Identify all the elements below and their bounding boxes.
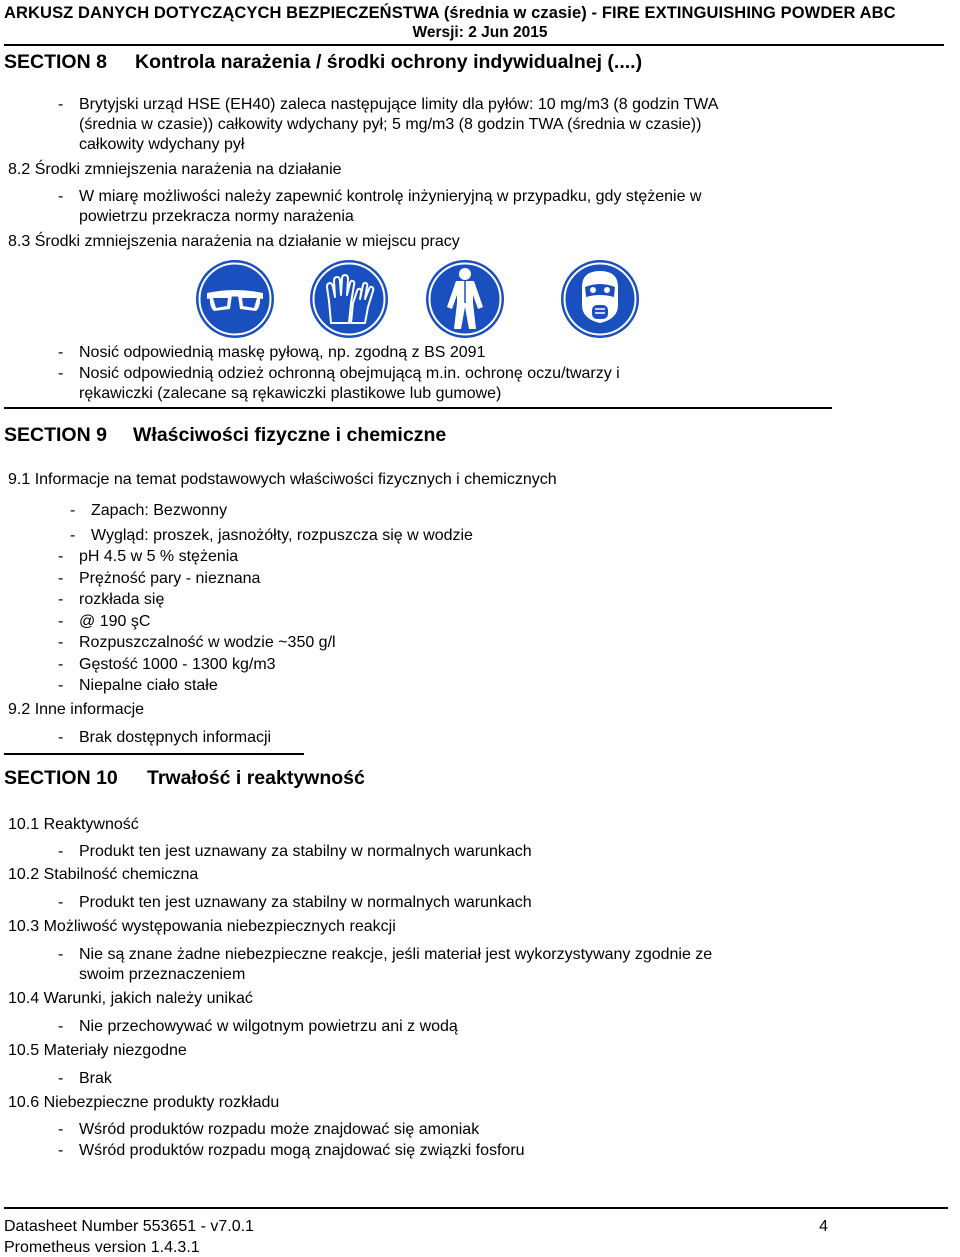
bullet-dash: - bbox=[58, 894, 64, 911]
section-number: SECTION 9 bbox=[4, 424, 107, 446]
subsection-10-5: 10.5 Materiały niezgodne bbox=[8, 1042, 187, 1059]
bullet-dash: - bbox=[58, 1018, 64, 1035]
bullet-dash: - bbox=[58, 1142, 64, 1159]
document-title: ARKUSZ DANYCH DOTYCZĄCYCH BEZPIECZEŃSTWA (średnia w czasie) - FIRE EXTINGUISHING POWDER ABC bbox=[4, 4, 896, 22]
engineering-control-text: W miarę możliwości należy zapewnić kontrolę inżynieryjną w przypadku, gdy stężenie w powietrzu przekracza normy narażenia bbox=[79, 188, 702, 225]
bullet-dash: - bbox=[70, 502, 76, 519]
bullet-dash: - bbox=[58, 1070, 64, 1087]
section-title: Kontrola narażenia / środki ochrony indywidualnej (....) bbox=[135, 51, 643, 73]
hse-limit-text: Brytyjski urząd HSE (EH40) zaleca następujące limity dla pyłów: 10 mg/m3 (8 godzin TWA (średnia w czasie)) całkowity wdychany pył; 5 mg/m3 (8 godzin TWA (średnia w czasie)) całkowity wdychany pył bbox=[79, 96, 719, 153]
bullet-dash: - bbox=[58, 946, 64, 963]
decomposition-text: Wśród produktów rozpadu mogą znajdować się związki fosforu bbox=[79, 1142, 525, 1159]
stability-text: Produkt ten jest uznawany za stabilny w normalnych warunkach bbox=[79, 894, 532, 911]
section-8-heading bbox=[4, 51, 642, 74]
section-9-heading bbox=[4, 424, 446, 447]
protective-suit-icon bbox=[423, 257, 507, 341]
bullet-dash: - bbox=[58, 570, 64, 587]
goggles-icon bbox=[193, 257, 277, 341]
ppe-text: Nosić odpowiednią maskę pyłową, np. zgodną z BS 2091 bbox=[79, 344, 486, 361]
ppe-text: Nosić odpowiednią odzież ochronną obejmującą m.in. ochronę oczu/twarzy i rękawiczki (zalecane są rękawiczki plastikowe lub gumowe) bbox=[79, 365, 620, 402]
property-text: Prężność pary - nieznana bbox=[79, 570, 261, 587]
respirator-mask-icon bbox=[558, 257, 642, 341]
bullet-dash: - bbox=[70, 527, 76, 544]
incompatible-materials-text: Brak bbox=[79, 1070, 112, 1087]
bullet-dash: - bbox=[58, 548, 64, 565]
bullet-dash: - bbox=[58, 634, 64, 651]
subsection-10-2: 10.2 Stabilność chemiczna bbox=[8, 866, 199, 883]
bullet-dash: - bbox=[58, 365, 64, 382]
subsection-9-2: 9.2 Inne informacje bbox=[8, 701, 145, 718]
conditions-text: Nie przechowywać w wilgotnym powietrzu ani z wodą bbox=[79, 1018, 458, 1035]
section-rule bbox=[4, 407, 832, 409]
subsection-10-4: 10.4 Warunki, jakich należy unikać bbox=[8, 990, 253, 1007]
bullet-dash: - bbox=[58, 96, 64, 113]
section-rule bbox=[4, 753, 304, 755]
bullet-dash: - bbox=[58, 344, 64, 361]
hazardous-reactions-text: Nie są znane żadne niebezpieczne reakcje, jeśli materiał jest wykorzystywany zgodnie ze swoim przeznaczeniem bbox=[79, 946, 713, 983]
bullet-dash: - bbox=[58, 1121, 64, 1138]
property-text: Niepalne ciało stałe bbox=[79, 677, 218, 694]
datasheet-number: Datasheet Number 553651 - v7.0.1 bbox=[4, 1218, 254, 1235]
subsection-10-1: 10.1 Reaktywność bbox=[8, 816, 139, 833]
bullet-dash: - bbox=[58, 729, 64, 746]
subsection-8-2: 8.2 Środki zmniejszenia narażenia na działanie bbox=[8, 161, 342, 178]
bullet-dash: - bbox=[58, 656, 64, 673]
bullet-dash: - bbox=[58, 188, 64, 205]
property-text: @ 190 şC bbox=[79, 613, 151, 630]
section-number: SECTION 10 bbox=[4, 767, 118, 789]
subsection-9-1: 9.1 Informacje na temat podstawowych właściwości fizycznych i chemicznych bbox=[8, 471, 557, 488]
bullet-dash: - bbox=[58, 591, 64, 608]
gloves-icon bbox=[307, 257, 391, 341]
reactivity-text: Produkt ten jest uznawany za stabilny w normalnych warunkach bbox=[79, 843, 532, 860]
bullet-dash: - bbox=[58, 677, 64, 694]
section-10-heading bbox=[4, 767, 365, 790]
section-title: Właściwości fizyczne i chemiczne bbox=[133, 424, 447, 446]
bullet-dash: - bbox=[58, 613, 64, 630]
section-number: SECTION 8 bbox=[4, 51, 107, 73]
ppe-icons bbox=[193, 257, 613, 341]
prometheus-version: Prometheus version 1.4.3.1 bbox=[4, 1239, 200, 1256]
property-text: rozkłada się bbox=[79, 591, 165, 608]
section-title: Trwałość i reaktywność bbox=[147, 767, 365, 789]
footer-rule bbox=[4, 1207, 948, 1209]
other-info-text: Brak dostępnych informacji bbox=[79, 729, 272, 746]
property-text: pH 4.5 w 5 % stężenia bbox=[79, 548, 239, 565]
header-rule bbox=[4, 44, 944, 46]
subsection-10-3: 10.3 Możliwość występowania niebezpiecznych reakcji bbox=[8, 918, 396, 935]
property-text: Gęstość 1000 - 1300 kg/m3 bbox=[79, 656, 276, 673]
property-text: Zapach: Bezwonny bbox=[91, 502, 228, 519]
page-number: 4 bbox=[819, 1218, 828, 1235]
decomposition-text: Wśród produktów rozpadu może znajdować się amoniak bbox=[79, 1121, 480, 1138]
property-text: Rozpuszczalność w wodzie ~350 g/l bbox=[79, 634, 336, 651]
document-version: Wersji: 2 Jun 2015 bbox=[412, 24, 548, 41]
subsection-8-3: 8.3 Środki zmniejszenia narażenia na działanie w miejscu pracy bbox=[8, 233, 460, 250]
bullet-dash: - bbox=[58, 843, 64, 860]
property-text: Wygląd: proszek, jasnożółty, rozpuszcza się w wodzie bbox=[91, 527, 473, 544]
subsection-10-6: 10.6 Niebezpieczne produkty rozkładu bbox=[8, 1094, 280, 1111]
